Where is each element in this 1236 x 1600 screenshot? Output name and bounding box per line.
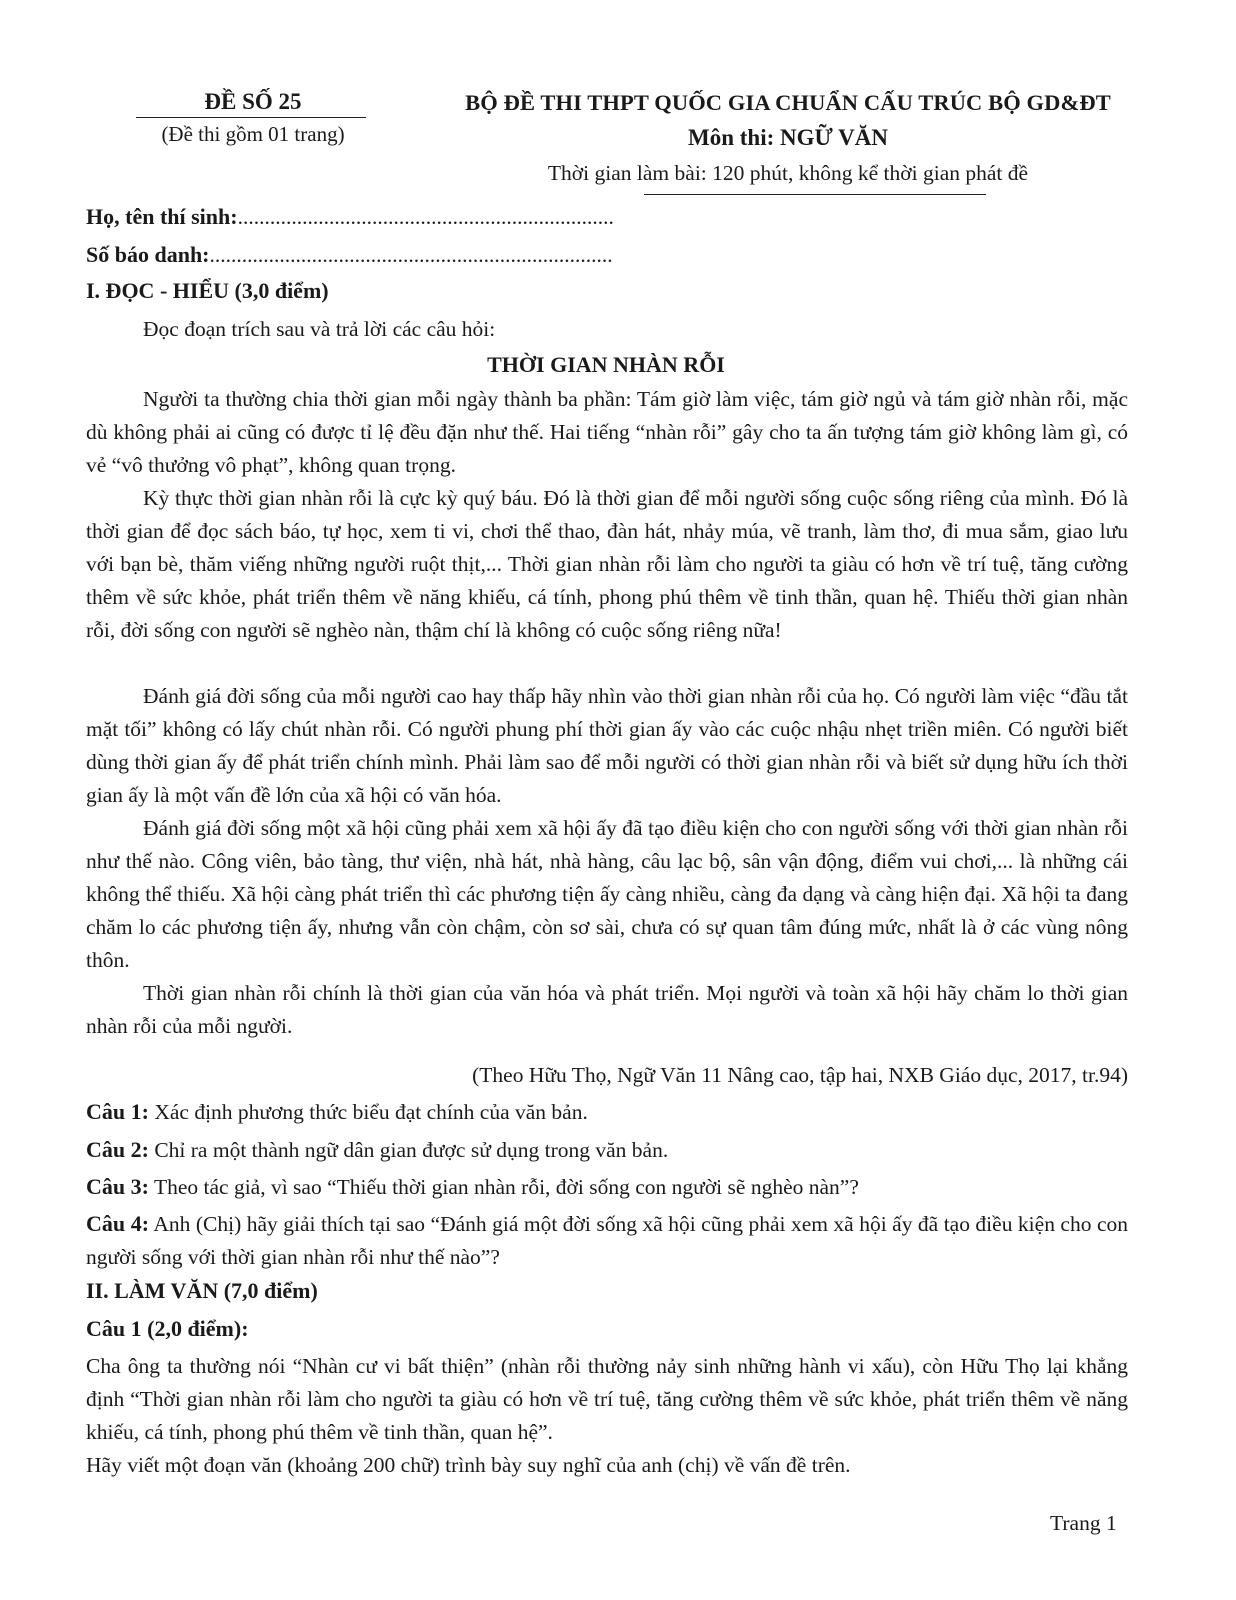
passage-title: THỜI GIAN NHÀN RỖI bbox=[487, 352, 725, 377]
question-label: Câu 2: bbox=[86, 1137, 149, 1162]
candidate-id-dots: ........................................................................... bbox=[209, 243, 613, 267]
passage-paragraph: Người ta thường chia thời gian mỗi ngày thành ba phần: Tám giờ làm việc, tám giờ ngủ và tám giờ nhàn rỗi, mặc dù không phải ai cũng có được tỉ lệ đều đặn như thế. Hai tiếng “nhàn rỗi” gây cho ta ấn tượng tám giờ không làm gì, có vẻ “vô thưởng vô phạt”, không quan trọng. bbox=[86, 387, 1128, 477]
duration-underline bbox=[644, 194, 986, 195]
exam-duration: Thời gian làm bài: 120 phút, không kể thời gian phát đề bbox=[547, 161, 1029, 185]
section-reading-heading: I. ĐỌC - HIỂU (3,0 điểm) bbox=[86, 278, 329, 303]
question-4 bbox=[86, 1207, 1128, 1274]
writing-question-1-heading: Câu 1 (2,0 điểm): bbox=[86, 1316, 249, 1341]
passage-paragraph: Kỳ thực thời gian nhàn rỗi là cực kỳ quý báu. Đó là thời gian để mỗi người sống cuộc sống riêng của mình. Đó là thời gian để đọc sách báo, tự học, xem ti vi, chơi thể thao, đàn hát, nhảy múa, vẽ tranh, làm thơ, đi mua sắm, giao lưu với bạn bè, thăm viếng những người ruột thịt,... Thời gian nhàn rỗi làm cho người ta giàu có hơn về trí tuệ, tăng cường thêm về sức khỏe, phát triển thêm về năng khiếu, cá tính, phong phú thêm về tinh thần, quan hệ. Thiếu thời gian nhàn rỗi, đời sống con người sẽ nghèo nàn, thậm chí là không có cuộc sống riêng nữa! bbox=[86, 486, 1128, 642]
question-label: Câu 4: bbox=[86, 1211, 150, 1236]
candidate-name-label: Họ, tên thí sinh: bbox=[86, 204, 238, 229]
exam-code: ĐỀ SỐ 25 bbox=[204, 89, 302, 114]
exam-header-left bbox=[128, 86, 378, 150]
question-text: Chỉ ra một thành ngữ dân gian được sử dụng trong văn bản. bbox=[154, 1138, 669, 1162]
reading-instruction: Đọc đoạn trích sau và trả lời các câu hỏi: bbox=[143, 317, 496, 341]
essay-prompt: Cha ông ta thường nói “Nhàn cư vi bất thiện” (nhàn rỗi thường nảy sinh những hành vi xấu), còn Hữu Thọ lại khẳng định “Thời gian nhàn rỗi làm cho người ta giàu có hơn về trí tuệ, tăng cường thêm về sức khỏe, phát triển thêm về năng khiếu, cá tính, phong phú thêm về tinh thần, quan hệ”. bbox=[86, 1354, 1128, 1444]
page-number: Trang 1 bbox=[1050, 1511, 1117, 1535]
question-text: Anh (Chị) hãy giải thích tại sao “Đánh giá một đời sống xã hội cũng phải xem xã hội ấy đã tạo điều kiện cho con người sống với thời gian nhàn rỗi như thế nào”? bbox=[86, 1212, 1128, 1269]
question-label: Câu 1: bbox=[86, 1099, 149, 1124]
essay-task: Hãy viết một đoạn văn (khoảng 200 chữ) trình bày suy nghĩ của anh (chị) về vấn đề trên. bbox=[86, 1453, 851, 1477]
question-text: Theo tác giả, vì sao “Thiếu thời gian nhàn rỗi, đời sống con người sẽ nghèo nàn”? bbox=[153, 1175, 859, 1199]
question-text: Xác định phương thức biểu đạt chính của văn bản. bbox=[154, 1100, 588, 1124]
exam-subject: Môn thi: NGỮ VĂN bbox=[688, 125, 888, 150]
passage-body bbox=[86, 383, 1128, 1043]
candidate-name-dots: ...................................................................... bbox=[237, 205, 614, 229]
passage-paragraph: Đánh giá đời sống một xã hội cũng phải xem xã hội ấy đã tạo điều kiện cho con người sống với thời gian nhàn rỗi như thế nào. Công viên, bảo tàng, thư viện, nhà hát, nhà hàng, câu lạc bộ, sân vận động, điểm vui chơi,... là những cái không thể thiếu. Xã hội càng phát triển thì các phương tiện ấy càng nhiều, càng đa dạng và càng hiện đại. Xã hội ta đang chăm lo các phương tiện ấy, nhưng vẫn còn chậm, còn sơ sài, chưa có sự quan tâm đúng mức, nhất là ở các vùng nông thôn. bbox=[86, 816, 1128, 972]
question-3 bbox=[86, 1170, 1128, 1204]
candidate-name-field bbox=[86, 201, 614, 233]
candidate-id-field bbox=[86, 239, 613, 271]
question-2 bbox=[86, 1133, 1128, 1167]
passage-source: (Theo Hữu Thọ, Ngữ Văn 11 Nâng cao, tập hai, NXB Giáo dục, 2017, tr.94) bbox=[472, 1063, 1128, 1087]
exam-header-right bbox=[428, 86, 1148, 190]
question-label: Câu 3: bbox=[86, 1174, 149, 1199]
passage-paragraph: Đánh giá đời sống của mỗi người cao hay thấp hãy nhìn vào thời gian nhàn rỗi của họ. Có người làm việc “đầu tắt mặt tối” không có lấy chút nhàn rỗi. Có người phung phí thời gian ấy vào các cuộc nhậu nhẹt triền miên. Có người biết dùng thời gian ấy để phát triển chính mình. Phải làm sao để mỗi người có thời gian nhàn rỗi và biết sử dụng hữu ích thời gian ấy là một vấn đề lớn của xã hội có văn hóa. bbox=[86, 684, 1128, 807]
candidate-id-label: Số báo danh: bbox=[86, 242, 210, 267]
passage-paragraph: Thời gian nhàn rỗi chính là thời gian của văn hóa và phát triển. Mọi người và toàn xã hội hãy chăm lo thời gian nhàn rỗi của mỗi người. bbox=[86, 981, 1128, 1038]
section-writing-heading: II. LÀM VĂN (7,0 điểm) bbox=[86, 1278, 318, 1303]
page-count-note: (Đề thi gồm 01 trang) bbox=[161, 122, 345, 146]
exam-code-underline bbox=[136, 117, 366, 118]
exam-title: BỘ ĐỀ THI THPT QUỐC GIA CHUẨN CẤU TRÚC BỘ GD&ĐT bbox=[465, 90, 1111, 115]
question-1 bbox=[86, 1095, 1128, 1129]
